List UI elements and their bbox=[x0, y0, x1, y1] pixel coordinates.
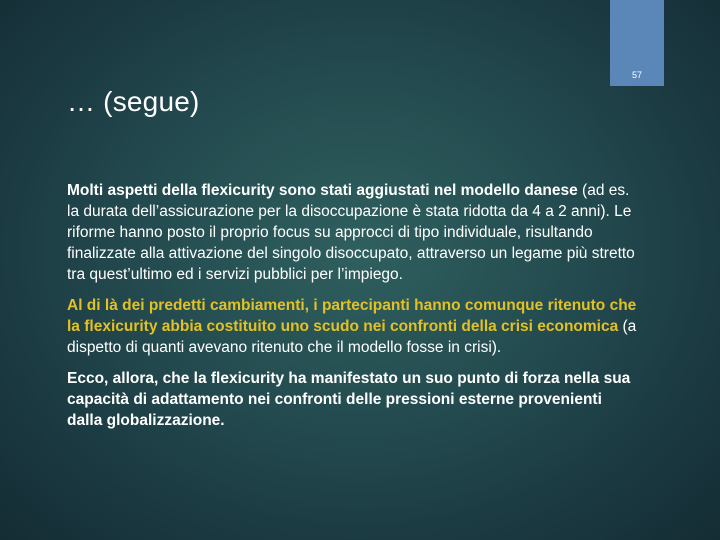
paragraph-1-lead: Molti aspetti della flexicurity sono stati aggiustati nel modello danese bbox=[67, 182, 578, 199]
page-number-tab bbox=[610, 0, 664, 86]
paragraph-2-rest: (a dispetto di quanti avevano ritenuto che il modello fosse in crisi). bbox=[67, 318, 637, 356]
slide-title: … (segue) bbox=[67, 86, 200, 117]
paragraph-1 bbox=[67, 180, 637, 285]
paragraph-1-rest: (ad es. la durata dell’assicurazione per la disoccupazione è stata ridotta da 4 a 2 anni). Le riforme hanno posto il proprio focus su approcci di tipo individuale, risultando finalizzate alla attivazione del singolo disoccupato, attraverso un legame più stretto tra quest’ultimo ed i servizi pubblici per l’impiego. bbox=[67, 182, 635, 283]
paragraph-3: Ecco, allora, che la flexicurity ha manifestato un suo punto di forza nella sua capacità di adattamento nei confronti delle pressioni esterne provenienti dalla globalizzazione. bbox=[67, 370, 631, 429]
slide-body bbox=[67, 180, 637, 441]
paragraph-2 bbox=[67, 295, 637, 358]
page-number: 57 bbox=[631, 70, 642, 80]
paragraph-2-highlight: Al di là dei predetti cambiamenti, i partecipanti hanno comunque ritenuto che la flexicurity abbia costituito uno scudo nei confronti della crisi economica bbox=[67, 297, 637, 335]
